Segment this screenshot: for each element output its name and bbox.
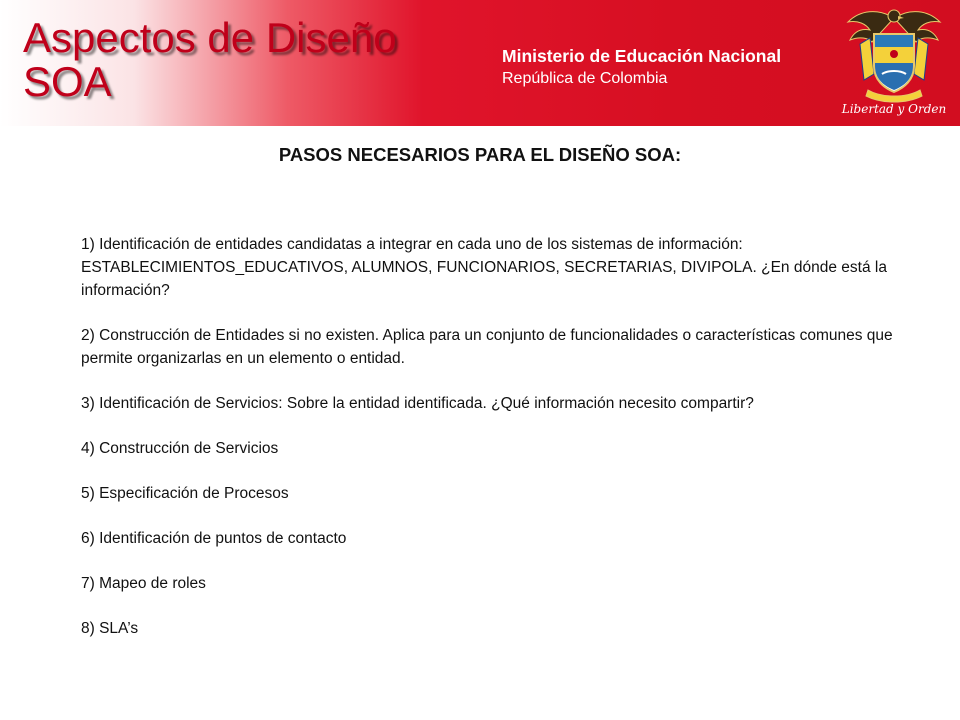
step-item: 1) Identificación de entidades candidatas a integrar en cada uno de los sistemas de información: ESTABLECIMIENTOS_EDUCATIVOS, ALUMNOS, FUNCIONARIOS, SECRETARIAS, DIVIPOLA. ¿En dónde está la información?: [81, 236, 887, 299]
step-item: 8) SLA’s: [81, 620, 139, 637]
step-item: 7) Mapeo de roles: [81, 575, 206, 592]
step-item: 2) Construcción de Entidades si no existen. Aplica para un conjunto de funcionalidades o características comunes que permite organizarlas en un elemento o entidad.: [81, 327, 893, 367]
ministry-block: [502, 44, 781, 90]
crest-motto: Libertad y Orden: [841, 102, 947, 116]
coat-of-arms-icon: [838, 4, 950, 104]
step-item: 5) Especificación de Procesos: [81, 485, 289, 502]
step-item: 6) Identificación de puntos de contacto: [81, 530, 347, 547]
ministry-name: Ministerio de Educación Nacional: [502, 46, 782, 66]
country-name: República de Colombia: [502, 70, 668, 87]
section-heading: PASOS NECESARIOS PARA EL DISEÑO SOA:: [278, 144, 682, 165]
steps-list: [81, 233, 901, 662]
title-line-1: Aspectos de Diseño: [23, 14, 397, 61]
header-banner: [0, 0, 960, 126]
step-item: 3) Identificación de Servicios: Sobre la entidad identificada. ¿Qué información necesito compartir?: [81, 395, 754, 412]
step-item: 4) Construcción de Servicios: [81, 440, 279, 457]
coat-of-arms: [838, 4, 950, 122]
slide-title: [23, 16, 397, 104]
title-line-2: SOA: [23, 58, 112, 105]
